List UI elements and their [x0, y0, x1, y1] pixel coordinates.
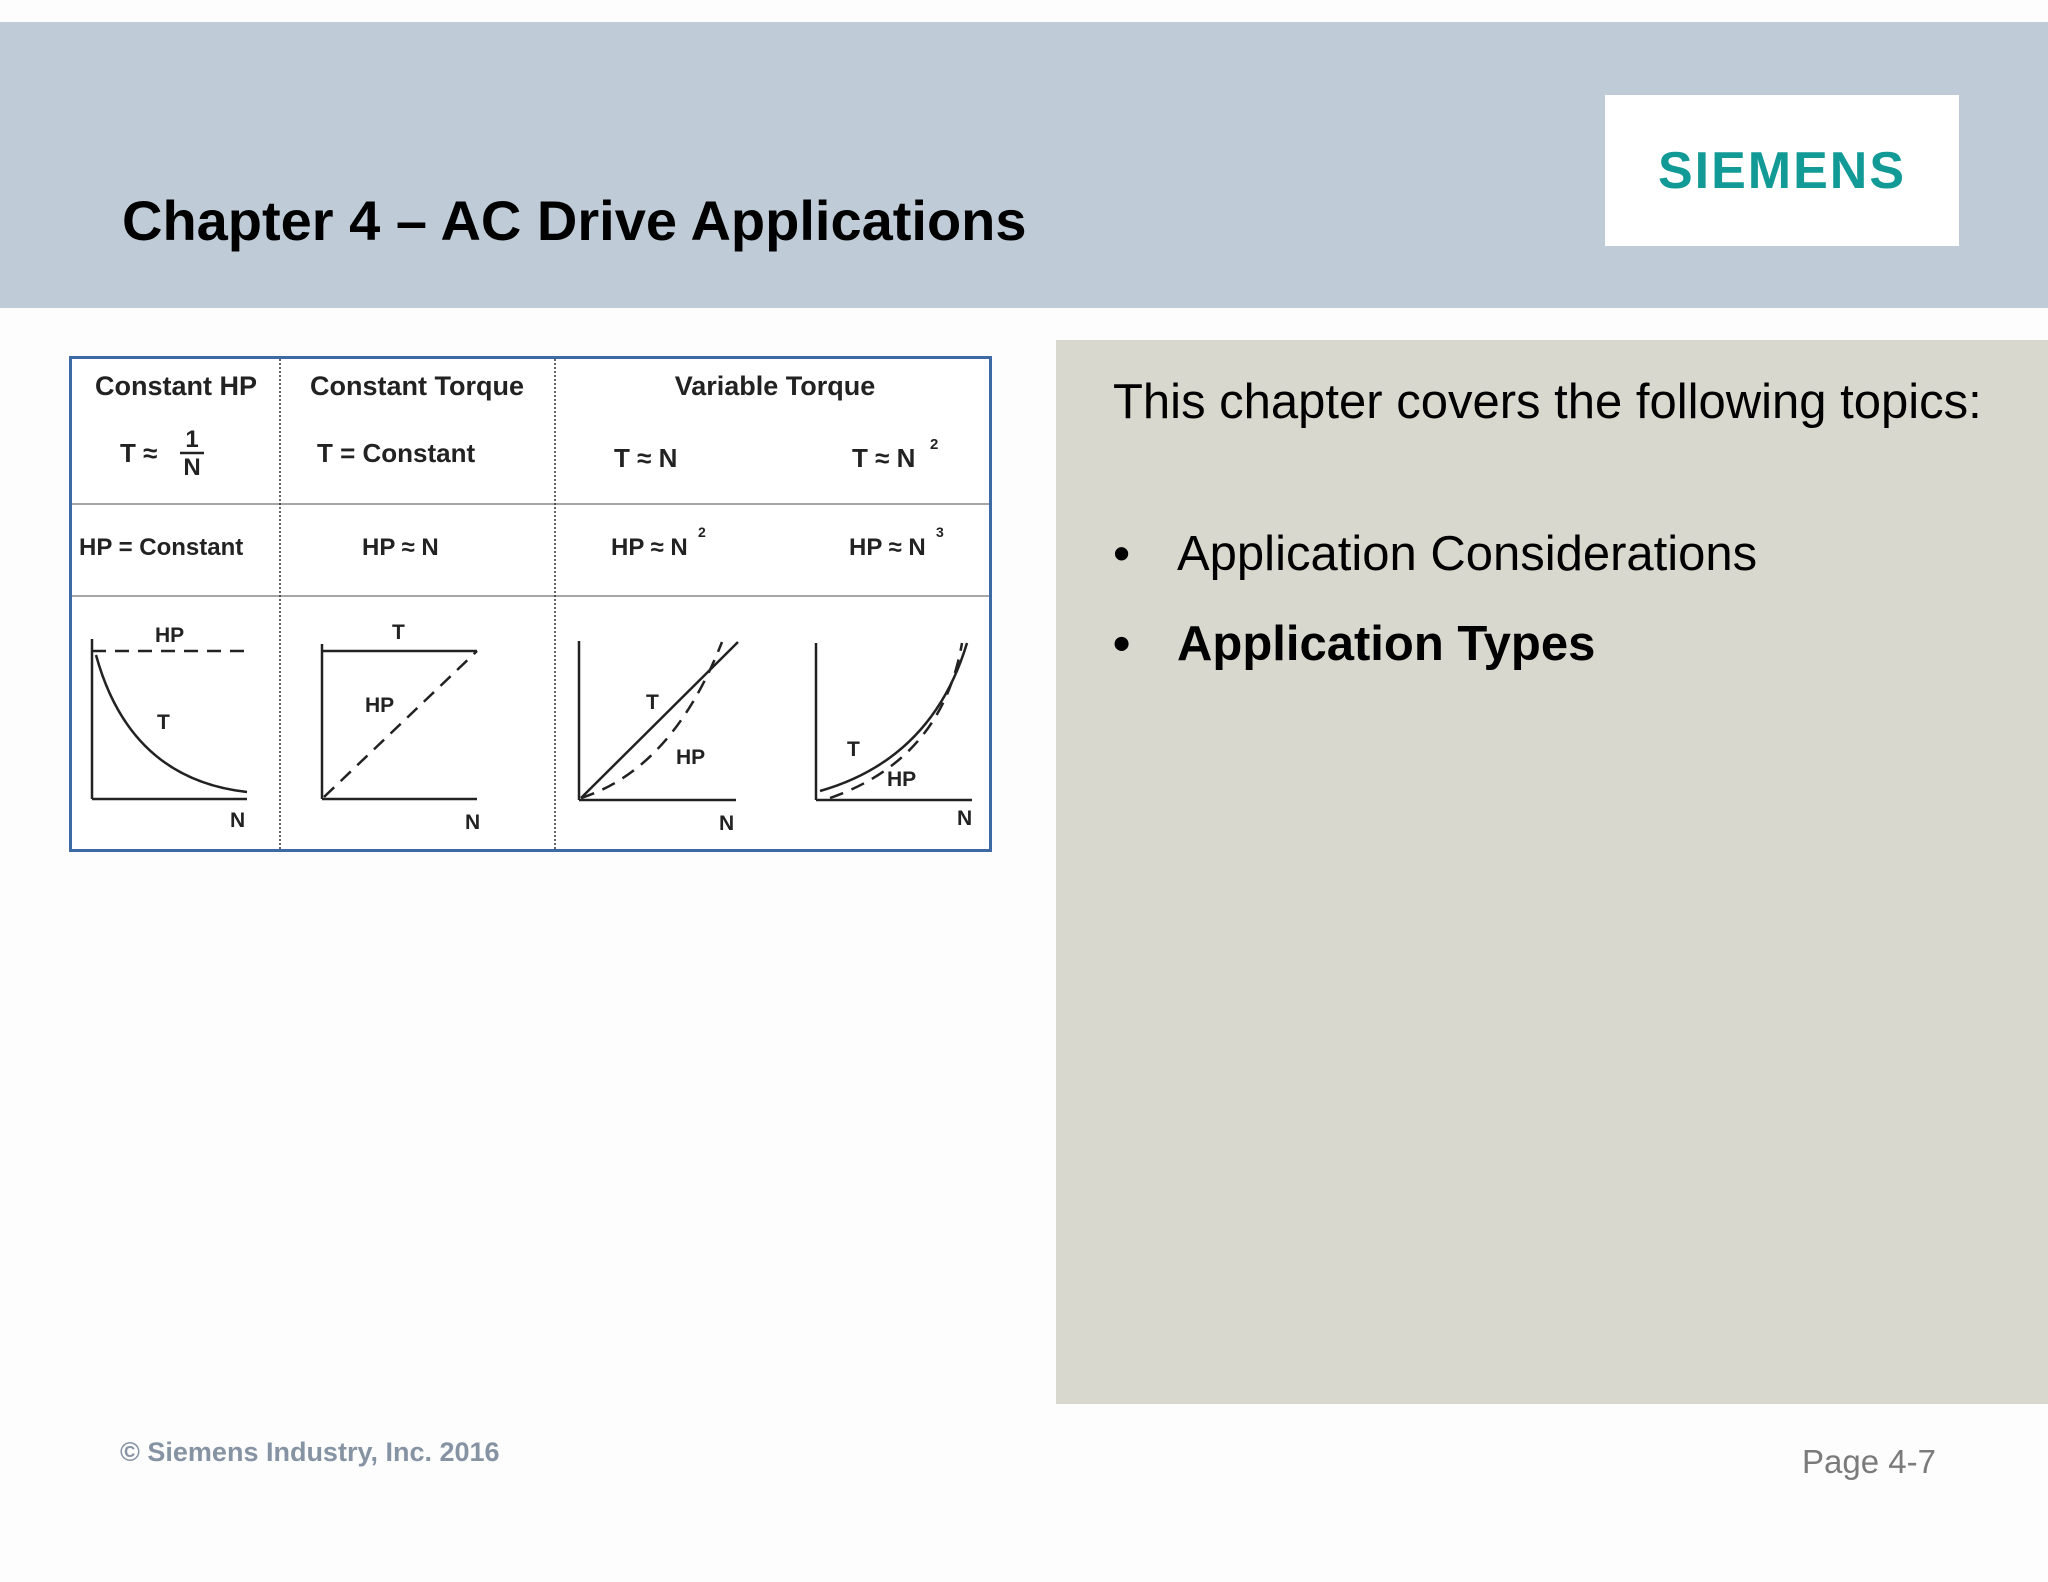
graph4-hp-label: HP	[887, 768, 917, 791]
header-constant-torque: Constant Torque	[310, 371, 524, 401]
graph4-n-label: N	[957, 807, 973, 830]
hp-formula-variable-square: HP ≈ N	[849, 534, 926, 561]
torque-formula-constant-torque: T = Constant	[317, 438, 476, 468]
graph2-hp-line	[324, 651, 477, 797]
topic-label: Application Types	[1177, 617, 1596, 671]
logo-wordmark: SIEMENS	[1657, 142, 1907, 200]
topic-label: Application Considerations	[1177, 527, 1758, 581]
topics-panel	[1056, 340, 2048, 1404]
graph2-n-label: N	[465, 811, 481, 834]
graph3-hp-label: HP	[676, 746, 706, 769]
graph1-n-label: N	[230, 809, 246, 832]
graph3-torque-line	[581, 642, 738, 798]
graph1-hp-label: HP	[155, 624, 185, 647]
hp-formula-exponent-2: 2	[698, 524, 706, 540]
copyright: © Siemens Industry, Inc. 2016	[120, 1437, 500, 1467]
page-number: Page 4-7	[1802, 1443, 1936, 1480]
graph2-t-label: T	[392, 621, 405, 644]
graph-variable-linear	[579, 641, 738, 800]
graph3-n-label: N	[719, 812, 735, 835]
torque-formula-constant-hp: T ≈	[120, 438, 158, 468]
page-title: Chapter 4 – AC Drive Applications	[122, 189, 1027, 252]
hp-formula-exponent-3: 3	[936, 524, 944, 540]
torque-formula-exponent: 2	[930, 436, 939, 453]
header-variable-torque: Variable Torque	[674, 371, 876, 401]
header-constant-hp: Constant HP	[95, 371, 257, 401]
graph3-t-label: T	[646, 691, 659, 714]
hp-formula-constant-torque: HP ≈ N	[362, 534, 439, 561]
siemens-logo	[1605, 95, 1959, 246]
bullet-icon: •	[1113, 617, 1131, 671]
torque-formula-numerator: 1	[185, 426, 199, 453]
hp-formula-variable-linear: HP ≈ N	[611, 534, 688, 561]
bullet-icon: •	[1113, 527, 1131, 581]
load-types-diagram	[72, 359, 989, 849]
torque-formula-denominator: N	[183, 454, 201, 481]
load-types-figure	[69, 356, 992, 852]
graph-constant-torque	[322, 644, 477, 799]
torque-formula-variable-square: T ≈ N	[852, 443, 916, 473]
hp-formula-constant-hp: HP = Constant	[79, 534, 244, 561]
graph1-torque-curve	[96, 655, 247, 792]
topics-intro: This chapter covers the following topics:	[1113, 375, 1982, 429]
graph2-hp-label: HP	[365, 694, 395, 717]
graph3-hp-curve	[581, 642, 722, 798]
torque-formula-variable-linear: T ≈ N	[614, 443, 678, 473]
graph4-t-label: T	[847, 738, 860, 761]
graph1-t-label: T	[157, 711, 170, 734]
